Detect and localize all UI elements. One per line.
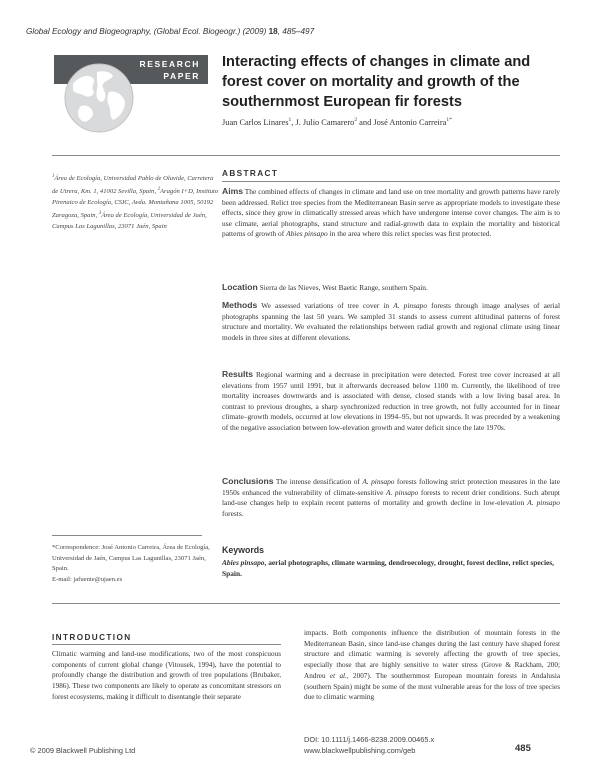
- introduction-column-2: impacts. Both components influence the distribution of mountain forests in the Mediterranean Basin, since land-use changes during the last century have shaped forest structure and climatic warming is severely affecting the growth of tree species, especially those that are highly sensitive to water stress (Grove & Rackham, 200; Andreu et al., 2007). The southernmost European mountain forests in Andalusia (southern Spain) might be some of the most vulnerable areas for the loss of tree species due to climatic warming: [304, 629, 561, 702]
- affiliations: $^1$Área de Ecología, Universidad Pablo de Olavide, Carretera de Utrera, Km. 1, 41002 Sevilla, Spain, $^2$Aragón I+D, Instituto Pirenaico de Ecología, CSIC, Avda. Montañana 1005, 50192 Zaragoza, Spain, $^3$Área de Ecología, Universidad de Jaén, Campus Las Lagunillas, 23071 Jaén, Spain: [52, 174, 219, 230]
- keywords-heading: Keywords: [222, 545, 265, 555]
- header-divider: [52, 155, 560, 156]
- copyright: © 2009 Blackwell Publishing Ltd: [30, 746, 136, 755]
- abstract-heading: ABSTRACT: [222, 169, 279, 178]
- abstract-divider: [222, 181, 560, 182]
- correspondence: *Correspondence: José Antonio Carreira, Área de Ecología, Universidad de Jaén, Campus Las Lagunillas, 23071 Jaén, Spain. E-mail: jafuente@ujaen.es: [52, 543, 217, 585]
- keywords-list: Abies pinsapo, aerial photographs, climate warming, dendroecology, drought, forest decline, relict species, Spain.: [222, 558, 555, 578]
- journal-url[interactable]: www.blackwellpublishing.com/geb: [304, 746, 416, 755]
- introduction-heading: INTRODUCTION: [52, 633, 132, 642]
- abstract-results: Results Regional warming and a decrease in precipitation were detected. Forest tree cover increased at all elevations from 1957 until 1991, but it afterwards decreased below 1100 m. Currently, the likelihood of tree mortality increases downwards and is associated with dense, closed stands with a low living basal area. In contrast to previous droughts, a sharp synchronized reduction in tree growth, not fully accounted for in linear climate–growth models, occurred at low elevations in 1994–95, but not upwards. It was preceded by a weakening of the negative association between low-elevation growth and water deficit since the late 1970s.: [222, 369, 561, 432]
- section-divider: [52, 603, 560, 604]
- correspondence-divider: [52, 535, 202, 536]
- page-number: 485: [515, 743, 531, 754]
- abstract-aims: Aims The combined effects of changes in climate and land use on tree mortality and growth patterns have rarely been addressed. Relict tree species from the Mediterranean Basin serve as appropriate models to investigate these effects, since they grow in climatically stressed areas which have undergone intense cover changes. The aim is to use climate, aerial photographs, stand structure and radial-growth data to explain the mortality and historical patterns of growth of Abies pinsapo in the area where this relict species was first protected.: [222, 186, 560, 239]
- correspondence-email: E-mail: jafuente@ujaen.es: [52, 575, 123, 583]
- badge-line-1: RESEARCH: [139, 59, 200, 69]
- introduction-divider: [52, 644, 281, 645]
- author-1: Juan Carlos Linares$^1$,: [222, 117, 296, 127]
- author-2: J. Julio Camarero$^2$ and: [295, 117, 374, 127]
- abstract-conclusions: Conclusions The intense densification of A. pinsapo forests following strict protection measures in the late 1950s enhanced the vulnerability of climate-sensitive A. pinsapo forests to recent drier conditions. Such abrupt land-use changes help to explain recent patterns of mortality and growth decline in low-elevation A. pinsapo forests.: [222, 476, 560, 518]
- introduction-column-1: Climatic warming and land-use modifications, two of the most conspicuous components of current global change (Vitousek, 1994), have the potential to profoundly change the distribution and growth of tree populations (Brubaker, 1986). These two components are likely to operate as concomitant stressors on forest ecosystems, making it difficult to disentangle their separate: [52, 650, 281, 701]
- journal-citation: Global Ecology and Biogeography, (Global Ecol. Biogeogr.) (2009) 18, 485–497: [26, 27, 315, 36]
- globe-icon: [63, 62, 135, 134]
- doi: DOI: 10.1111/j.1466-8238.2009.00465.x: [304, 735, 435, 744]
- abstract-location: Location Sierra de las Nieves, West Baetic Range, southern Spain.: [222, 282, 428, 292]
- author-3: José Antonio Carreira$^{1*}$: [373, 117, 452, 127]
- article-title: Interacting effects of changes in climate and forest cover on mortality and growth of the southernmost European fir forests: [222, 54, 531, 110]
- author-list: [222, 117, 452, 127]
- badge-line-2: PAPER: [163, 71, 200, 81]
- abstract-methods: Methods We assessed variations of tree cover in A. pinsapo forests through image analyses of aerial photographs spanning the last 50 years. We sampled 31 stands to assess current altitudinal patterns of forest structure and mortality. We evaluated the relationships between radial growth and regional climate using linear models in three sites at different elevations.: [222, 300, 560, 342]
